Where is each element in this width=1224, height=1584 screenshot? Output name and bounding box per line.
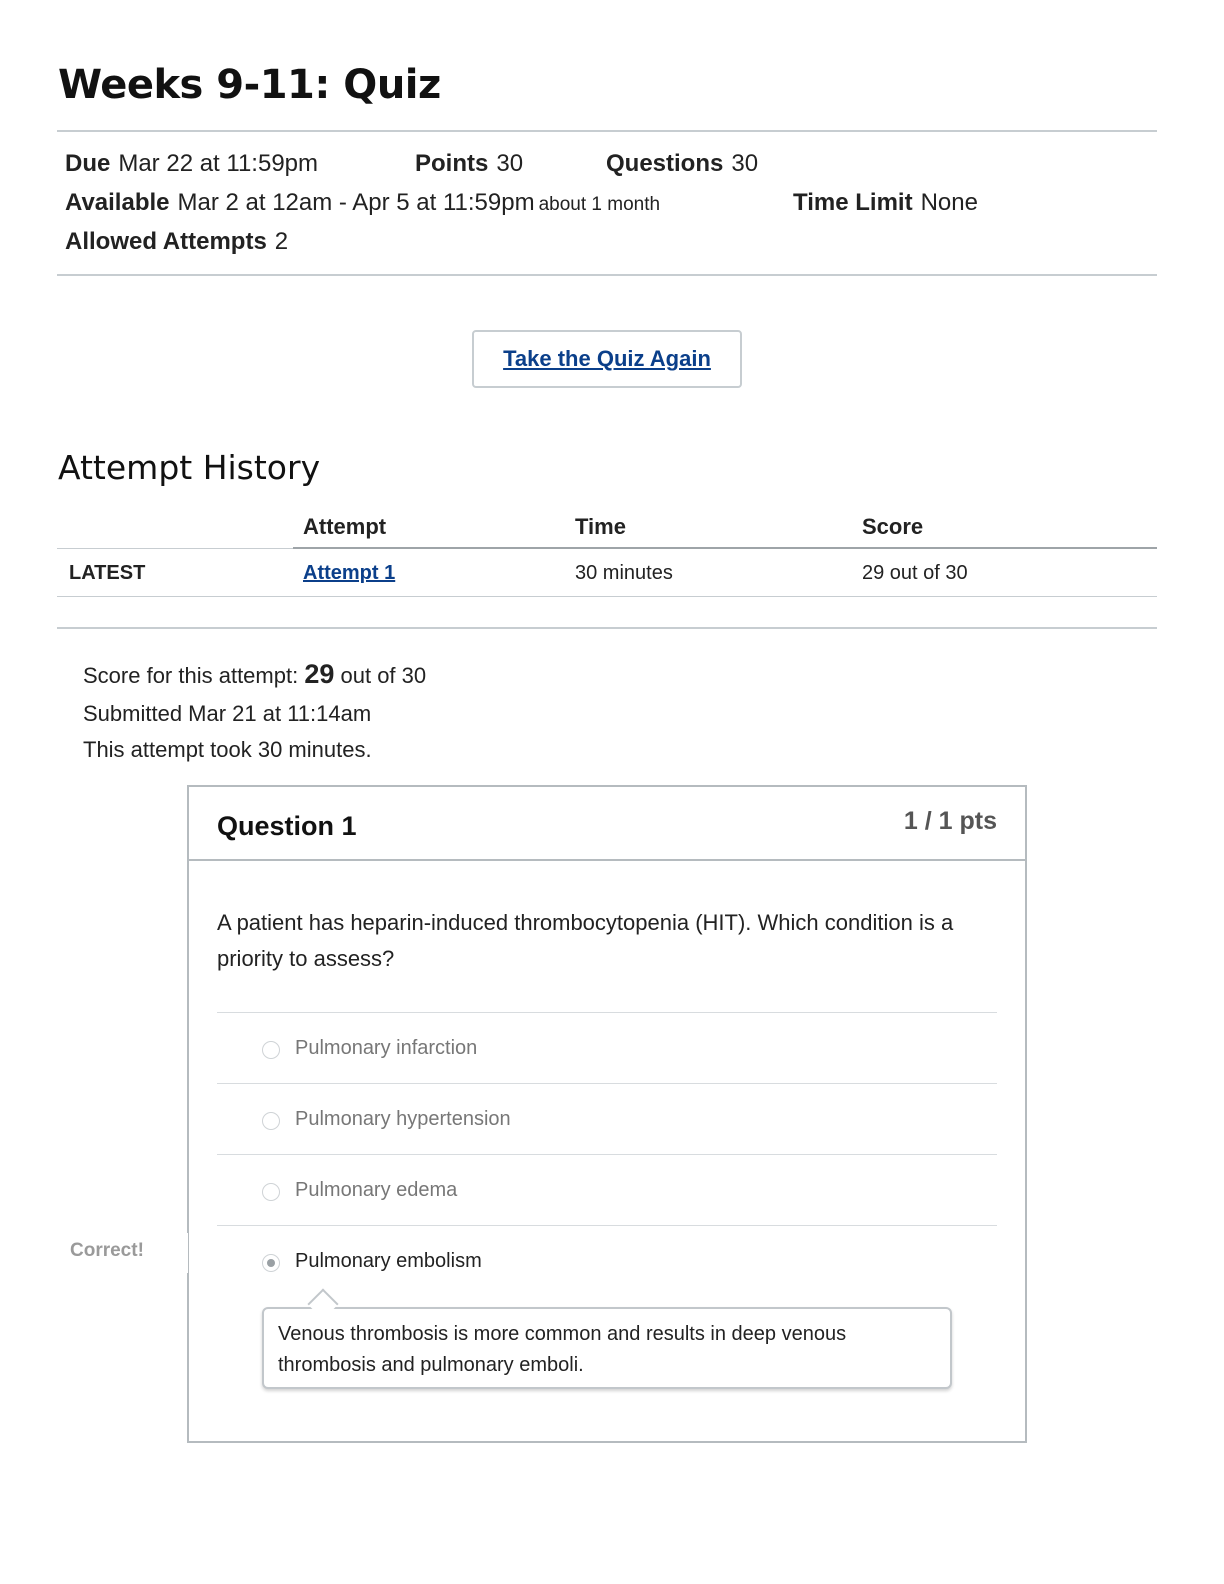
duration-text: This attempt took 30 minutes. [83, 737, 372, 762]
meta-points [415, 150, 523, 178]
radio-selected-icon[interactable] [262, 1254, 280, 1272]
meta-available [65, 189, 660, 217]
column-header-attempt: Attempt [303, 514, 387, 539]
attempt-time: 30 minutes [575, 562, 673, 584]
radio-icon[interactable] [262, 1183, 280, 1201]
meta-divider [57, 274, 1157, 276]
question-text: A patient has heparin-induced thrombocytopenia (HIT). Which condition is a priority to assess? [217, 910, 954, 971]
score-value: 29 [304, 659, 335, 689]
table-header-divider-left [57, 548, 293, 549]
answer-option[interactable] [217, 1012, 997, 1082]
answer-label: Pulmonary infarction [295, 1037, 478, 1059]
meta-time-limit [793, 189, 978, 217]
answer-option[interactable] [217, 1154, 997, 1224]
latest-badge: LATEST [69, 562, 146, 584]
available-note: about 1 month [538, 194, 661, 215]
correct-indicator: Correct! [70, 1240, 144, 1261]
question-title: Question 1 [217, 811, 357, 841]
radio-icon[interactable] [262, 1041, 280, 1059]
table-row-divider [57, 596, 1157, 597]
available-label: Available [65, 189, 170, 216]
answer-option-selected[interactable] [217, 1225, 997, 1295]
points-value: 30 [496, 150, 524, 177]
meta-questions [606, 150, 758, 178]
attempt-history-title: Attempt History [58, 448, 321, 487]
history-divider [57, 627, 1157, 629]
page-title: Weeks 9-11: Quiz [58, 62, 441, 108]
answer-feedback: Venous thrombosis is more common and results in deep venous thrombosis and pulmonary emboli. [262, 1307, 952, 1389]
attempt-score: 29 out of 30 [862, 562, 968, 584]
title-divider [57, 130, 1157, 132]
answer-label: Pulmonary edema [295, 1179, 458, 1201]
answer-option[interactable] [217, 1083, 997, 1153]
score-prefix: Score for this attempt: [83, 663, 299, 688]
question-points: 1 / 1 pts [903, 807, 997, 835]
due-value: Mar 22 at 11:59pm [118, 150, 319, 177]
due-label: Due [65, 150, 111, 177]
score-suffix: out of 30 [340, 663, 427, 688]
radio-icon[interactable] [262, 1112, 280, 1130]
take-quiz-again-button[interactable]: Take the Quiz Again [472, 330, 742, 388]
column-header-score: Score [862, 514, 924, 539]
question-header [189, 787, 1025, 861]
questions-value: 30 [731, 150, 759, 177]
attempt-1-link[interactable]: Attempt 1 [303, 562, 396, 584]
available-value: Mar 2 at 12am - Apr 5 at 11:59pm [177, 189, 535, 216]
time-limit-label: Time Limit [793, 189, 913, 216]
score-summary [83, 659, 426, 690]
result-tag-notch [186, 1233, 188, 1273]
meta-row-1 [65, 150, 318, 178]
time-limit-value: None [920, 189, 978, 216]
column-header-time: Time [575, 514, 626, 539]
answer-label: Pulmonary hypertension [295, 1108, 511, 1130]
meta-allowed-attempts [65, 228, 288, 256]
table-header-divider [293, 547, 1157, 549]
answer-label: Pulmonary embolism [295, 1250, 482, 1272]
points-label: Points [415, 150, 489, 177]
allowed-attempts-value: 2 [274, 228, 289, 255]
submitted-text: Submitted Mar 21 at 11:14am [83, 701, 372, 726]
allowed-attempts-label: Allowed Attempts [65, 228, 267, 255]
questions-label: Questions [606, 150, 724, 177]
